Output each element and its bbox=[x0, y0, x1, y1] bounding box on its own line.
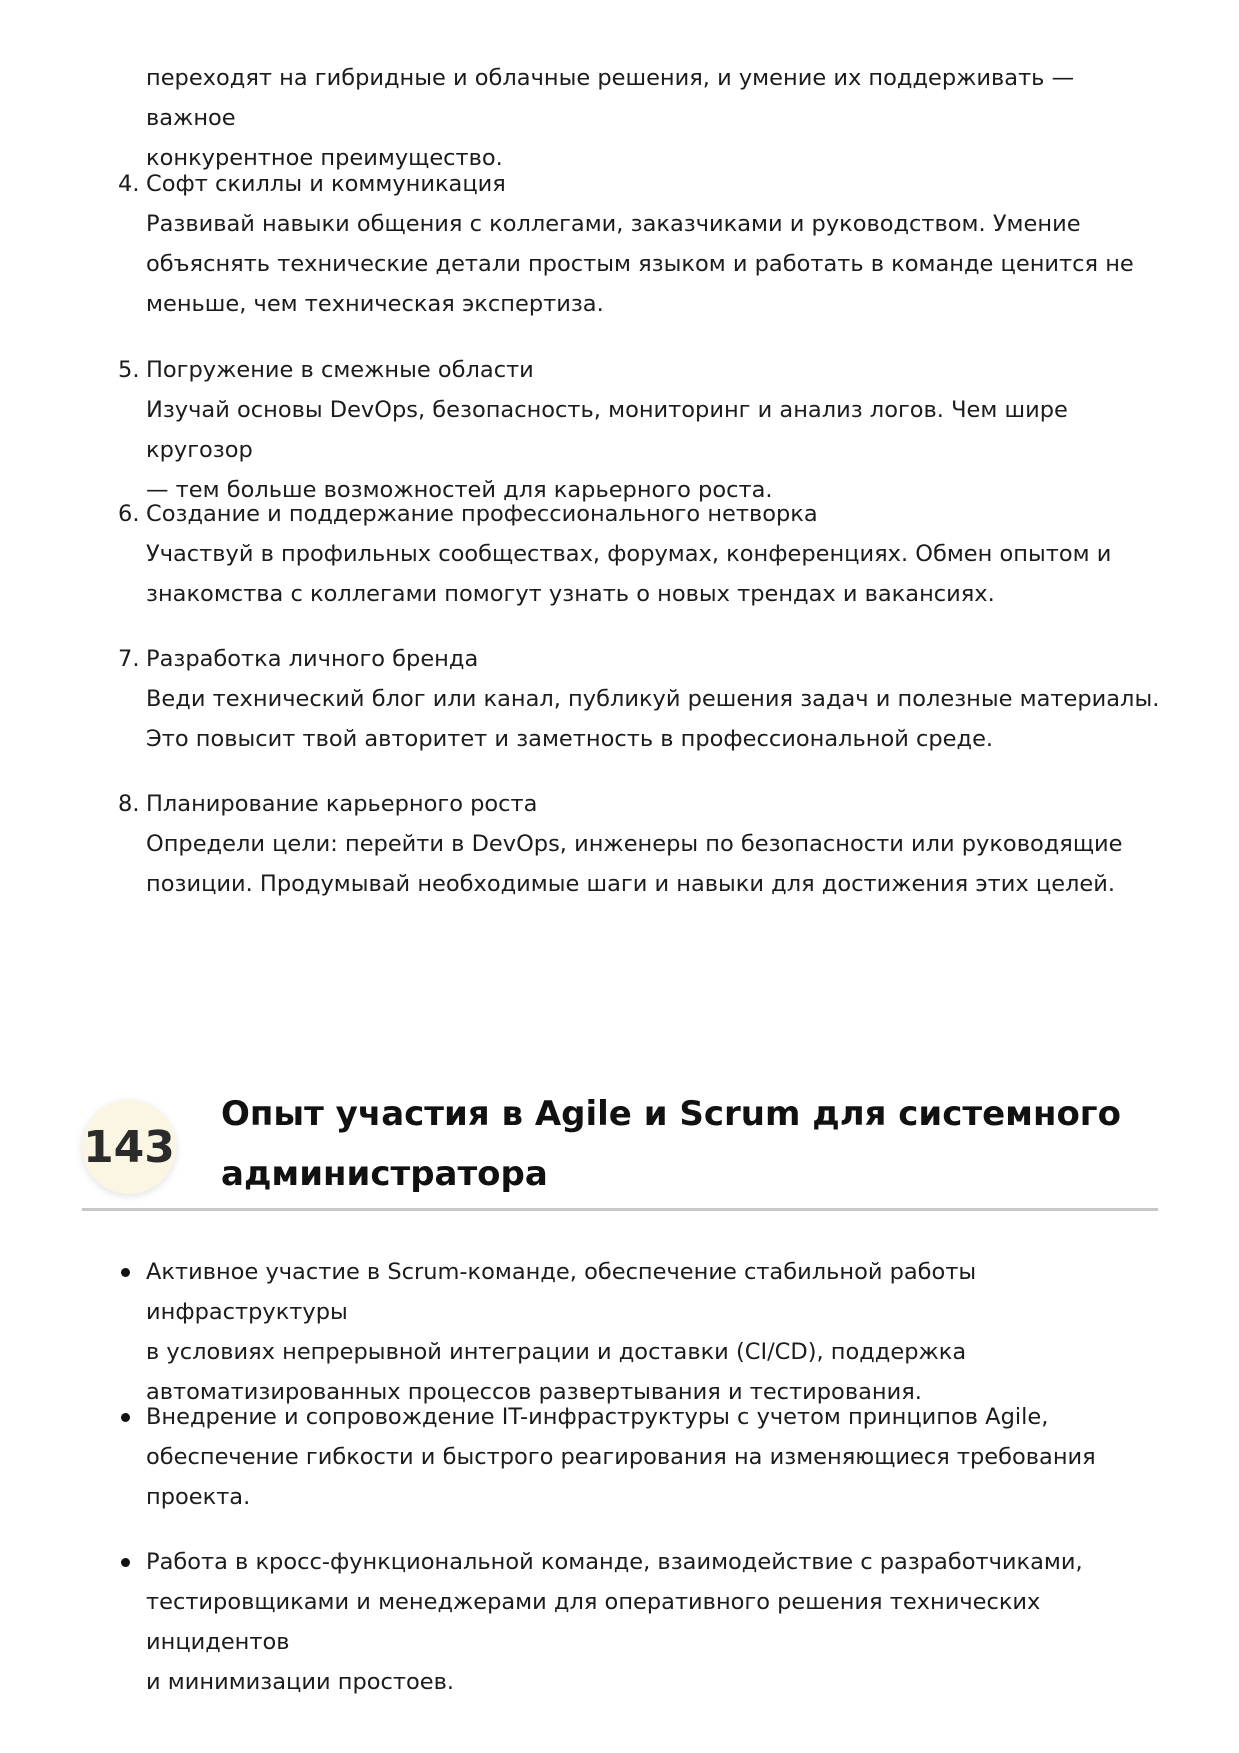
bullet-text-line: автоматизированных процессов развертывания и тестирования. bbox=[146, 1379, 922, 1405]
item-number: 4. bbox=[118, 171, 140, 197]
item-title: Создание и поддержание профессионального нетворка bbox=[146, 501, 818, 527]
numbered-item bbox=[118, 784, 1176, 904]
bullet-text-line: обеспечение гибкости и быстрого реагирования на изменяющиеся требования bbox=[146, 1444, 1096, 1470]
section-number-badge: 143 bbox=[82, 1100, 176, 1194]
item-text-line: Участвуй в профильных сообществах, форумах, конференциях. Обмен опытом и bbox=[146, 541, 1112, 567]
item-title: Планирование карьерного роста bbox=[146, 791, 538, 817]
section-title bbox=[221, 1084, 1141, 1204]
bullet-text-line: Активное участие в Scrum-команде, обеспечение стабильной работы инфраструктуры bbox=[146, 1259, 977, 1325]
item-text-line: Изучай основы DevOps, безопасность, мониторинг и анализ логов. Чем шире кругозор bbox=[146, 397, 1068, 463]
continuation-paragraph bbox=[146, 58, 1166, 178]
heading-divider bbox=[82, 1208, 1158, 1211]
item-title: Погружение в смежные области bbox=[146, 357, 534, 383]
item-text-line: Определи цели: перейти в DevOps, инженеры по безопасности или руководящие bbox=[146, 831, 1123, 857]
item-text-line: знакомства с коллегами помогут узнать о новых трендах и вакансиях. bbox=[146, 581, 995, 607]
item-number: 8. bbox=[118, 791, 140, 817]
item-text-line: позиции. Продумывай необходимые шаги и навыки для достижения этих целей. bbox=[146, 871, 1116, 897]
bullet-icon bbox=[121, 1413, 130, 1422]
bullet-text-line: и минимизации простоев. bbox=[146, 1669, 455, 1695]
bullet-icon bbox=[121, 1268, 130, 1277]
numbered-item bbox=[118, 639, 1176, 759]
item-text-line: Развивай навыки общения с коллегами, заказчиками и руководством. Умение bbox=[146, 211, 1081, 237]
numbered-item bbox=[118, 350, 1176, 510]
item-title: Разработка личного бренда bbox=[146, 646, 479, 672]
item-number: 6. bbox=[118, 501, 140, 527]
item-text-line: меньше, чем техническая экспертиза. bbox=[146, 291, 604, 317]
bullet-icon bbox=[121, 1558, 130, 1567]
item-text-line: — тем больше возможностей для карьерного роста. bbox=[146, 477, 773, 503]
paragraph-line: конкурентное преимущество. bbox=[146, 145, 503, 171]
bullet-text-line: в условиях непрерывной интеграции и доставки (CI/CD), поддержка bbox=[146, 1339, 967, 1365]
bullet-item bbox=[146, 1542, 1176, 1702]
section-title-line: Опыт участия в Agile и Scrum для системного bbox=[221, 1094, 1121, 1134]
item-text-line: объяснять технические детали простым языком и работать в команде ценится не bbox=[146, 251, 1134, 277]
bullet-text-line: Работа в кросс-функциональной команде, взаимодействие с разработчиками, bbox=[146, 1549, 1083, 1575]
bullet-item bbox=[146, 1397, 1176, 1517]
item-number: 7. bbox=[118, 646, 140, 672]
item-text-line: Веди технический блог или канал, публикуй решения задач и полезные материалы. bbox=[146, 686, 1160, 712]
item-title: Софт скиллы и коммуникация bbox=[146, 171, 506, 197]
bullet-text-line: тестировщиками и менеджерами для оперативного решения технических инцидентов bbox=[146, 1589, 1041, 1655]
bullet-text-line: проекта. bbox=[146, 1484, 251, 1510]
paragraph-line: переходят на гибридные и облачные решения, и умение их поддерживать — важное bbox=[146, 65, 1075, 131]
item-number: 5. bbox=[118, 357, 140, 383]
numbered-item bbox=[118, 164, 1176, 324]
item-text-line: Это повысит твой авторитет и заметность в профессиональной среде. bbox=[146, 726, 994, 752]
numbered-item bbox=[118, 494, 1176, 614]
section-title-line: администратора bbox=[221, 1154, 548, 1194]
bullet-text-line: Внедрение и сопровождение IT-инфраструктуры с учетом принципов Agile, bbox=[146, 1404, 1049, 1430]
bullet-item bbox=[146, 1252, 1176, 1412]
